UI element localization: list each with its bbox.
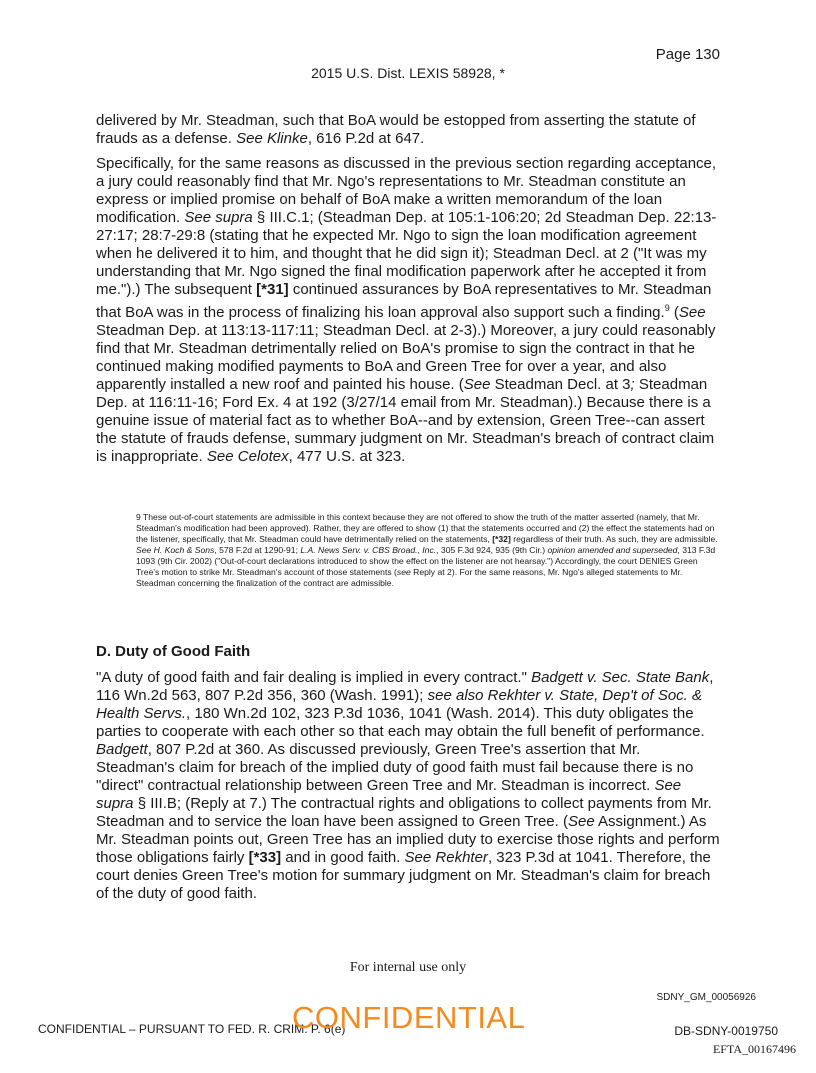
page-number: Page 130 [655,46,720,63]
text-run: and in good faith. [281,849,405,866]
text-run: , 305 F.3d 924, 935 (9th Cir.) [436,545,548,555]
paragraph-2-text [96,155,720,466]
text-run: Badgett [96,741,148,758]
text-run: See Celotex [206,448,289,465]
text-run: regardless of their truth. As such, they are admissible. [510,534,718,544]
text-run: See [463,376,491,393]
text-run: continued assurances by BoA representatives to Mr. Steadman that BoA was in the process of finalizing his loan approval also support such a finding. [96,281,712,321]
text-run: , 578 F.2d at 1290-91; [214,545,301,555]
text-run: [*33] [248,849,282,866]
text-run: Steadman Decl. at 3 [490,376,631,393]
running-header: 2015 U.S. Dist. LEXIS 58928, * [311,65,505,81]
paragraph-1-text [96,112,720,148]
internal-use-notice: For internal use only [349,960,467,975]
footnote-9 [136,512,720,589]
text-run: opinion amended and superseded [547,545,678,555]
text-run: See H. Koch & Sons [136,545,215,555]
section-heading: D. Duty of Good Faith [96,643,251,660]
confidential-stamp: CONFIDENTIAL [292,1000,526,1035]
text-run: see also Rekhter v. State, Dep't of Soc. & Health Servs. [96,687,703,722]
text-run: , 116 Wn.2d 563, 807 P.2d 356, 360 (Wash. 1991); [96,669,714,704]
text-run: , 313 F.3d 1093 (9th Cir. 2002) ("Out-of-court declarations introduced to show the effect on the listener are not hearsay.") Accordingly, the court DENIES Green Tree's motion to strike Mr. Steadman's account of those statements ( [136,545,716,577]
text-run: See Klinke [236,130,308,147]
text-run: , 323 P.3d at 1041. Therefore, the court denies Green Tree's motion for summary judgment on Mr. Steadman's claim for breach of the duty of good faith. [96,849,711,902]
text-run: "A duty of good faith and fair dealing is implied in every contract." [96,669,532,686]
text-run: ( [669,304,679,321]
bates-number-gm: SDNY_GM_00056926 [656,992,756,1003]
text-run: , 180 Wn.2d 102, 323 P.3d 1036, 1041 (Wash. 2014). This duty obligates the parties to cooperate with each other so that each may obtain the full benefit of performance. [96,705,705,740]
text-run: See [678,304,706,321]
text-run: see [396,567,411,577]
text-run: See Rekhter [404,849,488,866]
text-run: , 807 P.2d at 360. As discussed previously, Green Tree's assertion that Mr. Steadman's claim for breach of the implied duty of good faith must fail because there is no "direct" contractual relationship between Green Tree and Mr. Steadman is incorrect. [96,741,694,794]
text-run: § III.B; (Reply at 7.) The contractual rights and obligations to collect payments from Mr. Steadman and to service the loan have been assigned to Green Tree. ( [96,795,712,830]
footnote-9-text [136,512,720,589]
paragraph-statute-of-frauds [96,155,720,466]
text-run: Specifically, for the same reasons as discussed in the previous section regarding acceptance, a jury could reasonably find that Mr. Ngo's representations to Mr. Steadman constitute an express or implied promise on behalf of BoA make a written memorandum of the loan modification. [96,155,717,226]
text-run: See supra [184,209,253,226]
text-run: L.A. News Serv. v. CBS Broad., Inc. [300,545,437,555]
text-run: See [567,813,595,830]
paragraph-good-faith [96,669,720,903]
text-run: Assignment.) As Mr. Steadman points out, Green Tree has an implied duty to exercise those rights and perform those obligations fairly [96,813,720,866]
efta-number: EFTA_00167496 [712,1042,796,1056]
text-run: [*31] [256,281,289,298]
text-run: 9 These out-of-court statements are admissible in this context because they are not offered to show the truth of the matter asserted (namely, that Mr. Steadman's modification had been approved). Rather, they are offered to show (1) that the statements occurred and (2) the effect the statements had on the listener, specifically, that Mr. Steadman could have detrimentally relied on the statements, [136,512,715,544]
text-run: [*32] [492,534,511,544]
text-run: § III.C.1; (Steadman Dep. at 105:1-106:20; 2d Steadman Dep. 22:13-27:17; 28:7-29:8 (stating that he expected Mr. Ngo to sign the loan modification agreement when he delivered it to him, and thought that he did sign it); Steadman Decl. at 2 ("It was my understanding that Mr. Ngo signed the final modification paperwork after he accepted it from me.").) The subsequent [96,209,717,298]
text-run: See supra [96,777,682,812]
text-run: Steadman Dep. at 113:13-117:11; Steadman Decl. at 2-3).) Moreover, a jury could reasonably find that Mr. Steadman detrimentally relied on BoA's promise to sign the contract in that he continued making modified payments to BoA and Green Tree for over a year, and also apparently installed a new roof and painted his house. ( [96,322,716,393]
text-run: delivered by Mr. Steadman, such that BoA would be estopped from asserting the statute of frauds as a defense. [96,112,696,147]
text-run: Steadman Dep. at 116:11-16; Ford Ex. 4 at 192 (3/27/14 email from Mr. Steadman).) Because there is a genuine issue of material fact as to whether BoA--and by extension, Green Tree--can assert the statute of frauds defense, summary judgment on Mr. Steadman's breach of contract claim is inappropriate. [96,376,715,465]
text-run: , 616 P.2d at 647. [307,130,425,147]
text-run: Reply at 2). For the same reasons, Mr. Ngo's alleged statements to Mr. Steadman concerning the finalization of the contract are admissible. [136,567,683,588]
bates-number-db: DB-SDNY-0019750 [674,1024,778,1038]
paragraph-3-text [96,669,720,903]
paragraph-continued [96,112,720,148]
text-run: , 477 U.S. at 323. [288,448,406,465]
confidential-notice: CONFIDENTIAL – PURSUANT TO FED. R. CRIM. P. 6(e) [38,1022,346,1036]
text-run: Badgett v. Sec. State Bank [531,669,710,686]
text-run: 9 [664,303,670,313]
text-run: ; [630,376,635,393]
